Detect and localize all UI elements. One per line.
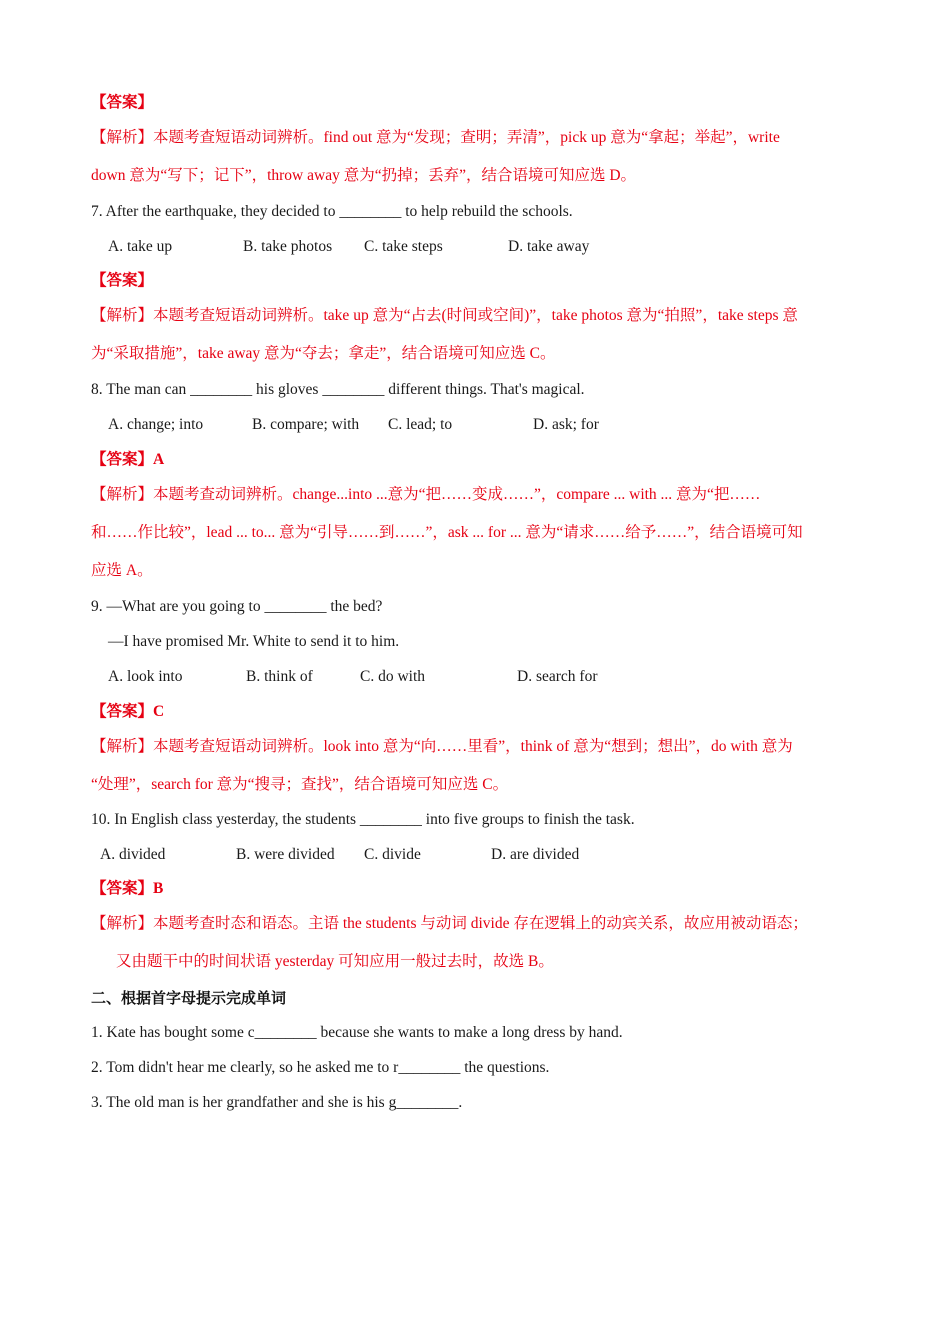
analysis-text: 又由题干中的时间状语 yesterday 可知应用一般过去时，故选 B。 [116, 953, 554, 970]
analysis-text: 【解析】本题考查动词辨析。change...into ...意为“把……变成……”，compare ... with ... 意为“把…… [91, 486, 761, 503]
answer-label: 【答案】 [91, 272, 154, 289]
analysis-text: down 意为“写下；记下”，throw away 意为“扔掉；丢弃”，结合语境可知应选 D。 [91, 167, 637, 184]
option-d: D. are divided [491, 846, 580, 863]
option-d: D. take away [508, 238, 590, 255]
analysis-text: 【解析】本题考查时态和语态。主语 the students 与动词 divide 存在逻辑上的动宾关系，故应用被动语态； [91, 915, 808, 932]
analysis-text: “处理”，search for 意为“搜寻；查找”，结合语境可知应选 C。 [91, 776, 509, 793]
question-stem: 10. In English class yesterday, the students ________ into five groups to finish the task. [91, 811, 635, 828]
question-stem: —I have promised Mr. White to send it to him. [108, 633, 400, 650]
list-item: 2. Tom didn't hear me clearly, so he asked me to r________ the questions. [91, 1059, 550, 1076]
analysis-text: 【解析】本题考查短语动词辨析。find out 意为“发现；查明；弄清”，pick up 意为“拿起；举起”，write [91, 129, 780, 146]
question-stem: 9. —What are you going to ________ the bed? [91, 598, 383, 615]
analysis-text: 【解析】本题考查短语动词辨析。take up 意为“占去(时间或空间)”，take photos 意为“拍照”，take steps 意 [91, 307, 798, 324]
answer-label: 【答案】A [91, 451, 165, 468]
answer-label: 【答案】B [91, 880, 164, 897]
option-c: C. lead; to [388, 416, 453, 433]
list-item: 1. Kate has bought some c________ because she wants to make a long dress by hand. [91, 1024, 623, 1041]
option-a: A. change; into [108, 416, 204, 433]
option-c: C. take steps [364, 238, 443, 255]
option-a: A. look into [108, 668, 183, 685]
analysis-text: 为“采取措施”，take away 意为“夺去；拿走”，结合语境可知应选 C。 [91, 345, 556, 362]
analysis-text: 应选 A。 [91, 562, 153, 579]
list-item: 3. The old man is her grandfather and she is his g________. [91, 1094, 463, 1111]
question-stem: 8. The man can ________ his gloves ________ different things. That's magical. [91, 381, 585, 398]
option-b: B. were divided [236, 846, 335, 863]
option-b: B. think of [246, 668, 313, 685]
answer-label: 【答案】C [91, 703, 165, 720]
answer-label: 【答案】 [91, 94, 154, 111]
option-d: D. search for [517, 668, 598, 685]
analysis-text: 和……作比较”，lead ... to... 意为“引导……到……”，ask ... for ... 意为“请求……给予……”，结合语境可知 [91, 524, 803, 541]
option-a: A. take up [108, 238, 173, 255]
option-d: D. ask; for [533, 416, 599, 433]
section-heading: 二、根据首字母提示完成单词 [91, 989, 287, 1007]
option-b: B. take photos [243, 238, 333, 255]
option-b: B. compare; with [252, 416, 360, 433]
analysis-text: 【解析】本题考查短语动词辨析。look into 意为“向……里看”，think of 意为“想到；想出”，do with 意为 [91, 738, 793, 755]
question-stem: 7. After the earthquake, they decided to ________ to help rebuild the schools. [91, 203, 573, 220]
option-c: C. do with [360, 668, 426, 685]
option-a: A. divided [100, 846, 166, 863]
option-c: C. divide [364, 846, 421, 863]
